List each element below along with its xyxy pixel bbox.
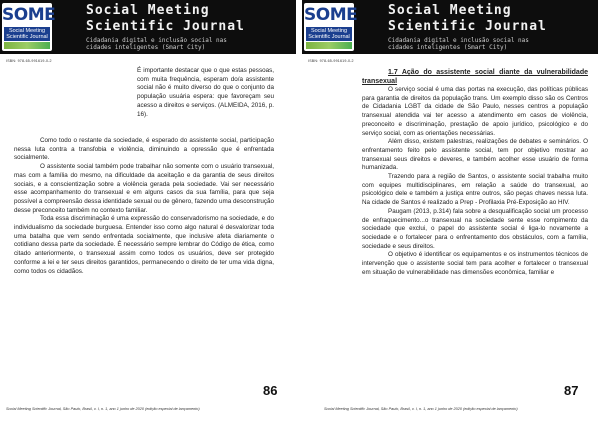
journal-title-line2: Scientific Journal [86, 19, 245, 34]
paragraph: Além disso, existem palestras, realizações de debates e seminários. O enfrentamento feito pelo assistente social, tem por objetivo mostrar ao transexual seus direitos e deveres, e também acolher esse usuário de forma humanizada. [362, 138, 588, 172]
page-number: 86 [263, 383, 278, 398]
paragraph: Trazendo para a região de Santos, o assistente social trabalha muito com equipes multidisciplinares, em relação a saúde do transexual, ao psicológico dele e também a justiça entre outros, são peças chaves nessa luta. Na cidade de Santos é realizado a Prep - Profilaxia Pré-Exposição ao HIV. [362, 173, 588, 207]
journal-banner [302, 0, 598, 54]
paragraph: Paugam (2013, p.314) fala sobre a desqualificação social um processo de enfraquecimento...o transexual na sociedade sente esse rompimento da sociedade que exclui, o papel do assistente social é liga-lo novamente a sociedade e o fortalecer para o enfrentamento dos obstáculos, com a família, sociedade e seus direitos. [362, 207, 588, 250]
journal-title-line1: Social Meeting [86, 3, 210, 18]
journal-title-line1: Social Meeting [388, 3, 512, 18]
paragraph: O serviço social é uma das portas na execução, das políticas públicas para garantia de direitos da população trans. Um exemplo disso são os Centros de Cidadania LGBT da cidade de São Paulo, nesses centros a população transexual atendida vai ter acesso a atendimento em casos de violência, preconceito e discriminação, prestação de apoio jurídico, psicológico e do serviço social, com as orientações necessárias. [362, 86, 588, 137]
journal-banner [0, 0, 296, 54]
logo-color-strip [306, 42, 352, 49]
section-heading: 1.7 Ação do assistente social diante da vulnerabilidade transexual [362, 69, 588, 85]
isbn: ISBN: 978-65-991619-0-2 [6, 59, 52, 63]
logo-color-strip [4, 42, 50, 49]
journal-title-line2: Scientific Journal [388, 19, 547, 34]
block-quote: É importante destacar que o que estas pessoas, com muita frequência, esperam do/a assistente social não é muito diverso do que o conjunto da população usuária espera: que favoreçam seu acesso a direitos e serviços. (ALMEIDA, 2016, p. 16). [137, 67, 274, 118]
paragraph: O assistente social também pode trabalhar não somente com o usuário transexual, mas com a família do mesmo, na dificuldade da aceitação e da garantia de seus direitos sociais, e a conscientização sobre a violência gerada pela sociedade. Vai ser necessário esse acompanhamento do transexual e em alguns casos da sua família, para que seja possível a compreensão dessa identidade sexual ou de gênero, fazendo uma desconstrução desse preconceito também no contexto familiar. [14, 163, 274, 214]
logo-subtitle: Social Meeting Scientific Journal [306, 27, 352, 41]
page-footer: Social Meeting Scientific Journal, São Paulo, Brasil, v. I, n. 1, ano 1 junho de 2020 (edição especial de lançamento) [324, 407, 518, 411]
page-number: 87 [564, 383, 579, 398]
logo-text: SOME [304, 5, 358, 25]
journal-subtitle: Cidadania digital e inclusão social nas cidades inteligentes (Smart City) [388, 37, 529, 51]
journal-subtitle: Cidadania digital e inclusão social nas cidades inteligentes (Smart City) [86, 37, 227, 51]
left-body-text [14, 137, 274, 276]
page-footer: Social Meeting Scientific Journal, São Paulo, Brasil, v. I, n. 1, ano 1 junho de 2020 (edição especial de lançamento) [6, 407, 200, 411]
left-page [0, 0, 296, 424]
paragraph: Toda essa discriminação é uma expressão do conservadorismo na sociedade, e do individualismo da sociedade burguesa. Entender isso como algo natural é desvalorizar toda uma batalha que vem sendo enfrentada socialmente, que inclusive afeta diariamente o cotidiano dessa parte da sociedade. É necessário sempre lembrar do Código de ética, como citado anteriormente, o transexual assim como todos os usuários, deve ser protegido conforme a lei e ter seus direitos garantidos, permanecendo o direito de ter uma vida digna, como todos os cidadãos. [14, 215, 274, 275]
journal-logo [2, 3, 56, 51]
paragraph: Como todo o restante da sociedade, é esperado do assistente social, participação nessa luta contra a transfobia e violência, diminuindo a opressão que é enfrentada socialmente. [14, 137, 274, 162]
logo-text: SOME [2, 5, 56, 25]
isbn: ISBN: 978-65-991619-0-2 [308, 59, 354, 63]
journal-logo [304, 3, 358, 51]
right-page [302, 0, 598, 424]
logo-subtitle: Social Meeting Scientific Journal [4, 27, 50, 41]
right-body-text [362, 68, 588, 277]
paragraph: O objetivo é identificar os equipamentos e os instrumentos técnicos de intervenção que o assistente social tem para acolher e fortalecer o transexual em situação de vulnerabilidade nas dimensões econômica, familiar e [362, 251, 588, 276]
